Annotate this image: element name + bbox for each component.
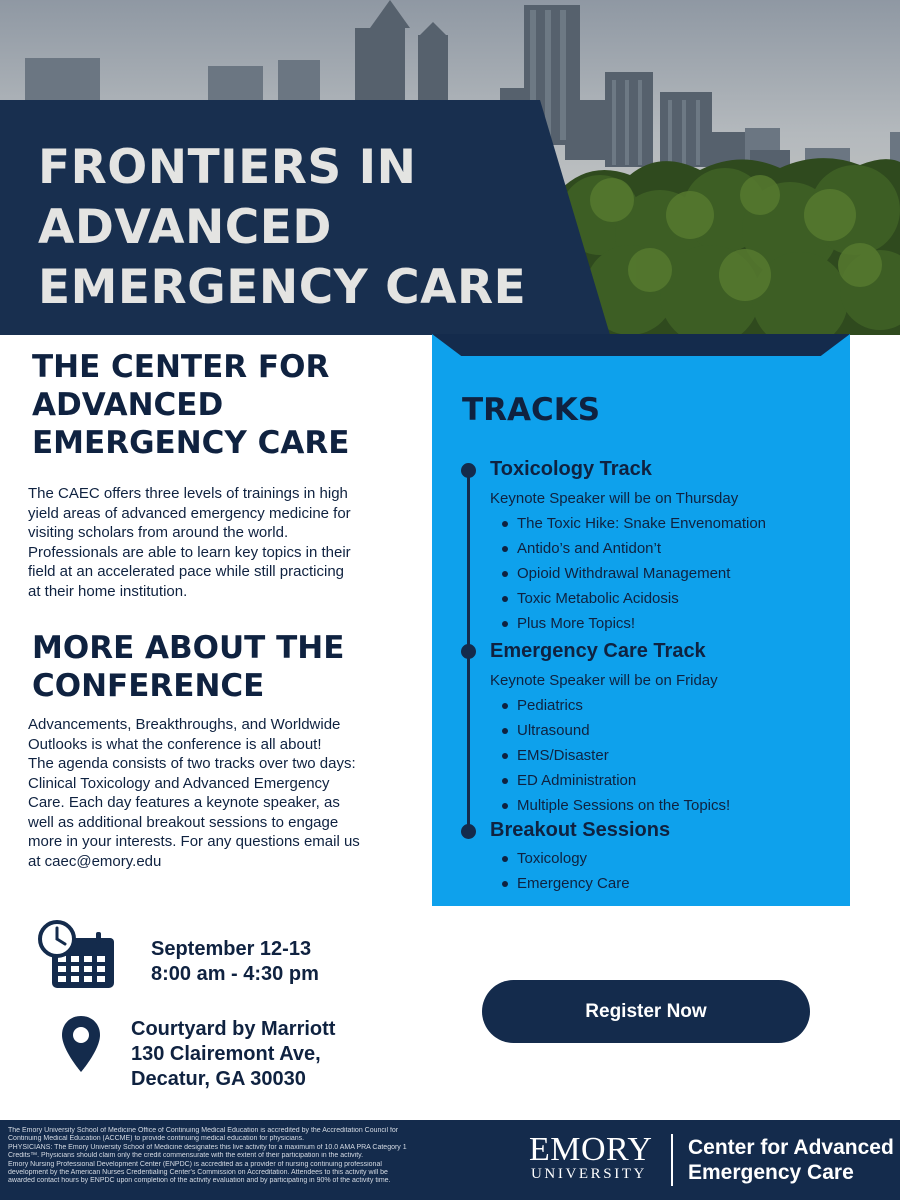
accreditation-line: Emory Nursing Professional Development Center (ENPDC) is accredited as a provider of nursing continuing professional <box>8 1160 382 1168</box>
location-pin-icon <box>60 1014 102 1074</box>
accreditation-line: Continuing Medical Education (ACCME) to provide continuing medical education for physicians. <box>8 1135 305 1143</box>
list-item: Toxic Metabolic Acidosis <box>502 586 766 611</box>
emory-logo-subtitle: UNIVERSITY <box>531 1166 647 1182</box>
center-name-line: Emergency Care <box>688 1161 854 1184</box>
accreditation-line: development by the American Nurses Credentialing Center's Commission on Accreditation. Attendees to this activity will be <box>8 1169 388 1177</box>
list-item: Opioid Withdrawal Management <box>502 561 766 586</box>
emory-logo-word: EMORY <box>529 1131 653 1168</box>
conference-line: well as additional breakout sessions to engage <box>28 813 339 831</box>
event-location <box>131 1017 335 1092</box>
toxicology-topic-list <box>502 511 766 636</box>
event-time: 8:00 am - 4:30 pm <box>151 963 319 985</box>
conference-paragraph <box>28 715 413 871</box>
conference-line: Advancements, Breakthroughs, and Worldwide <box>28 716 341 733</box>
conference-line: Care. Each day features a keynote speaker, as <box>28 794 340 811</box>
venue-street: 130 Clairemont Ave, <box>131 1043 321 1065</box>
conference-heading <box>32 629 344 705</box>
conference-email-line[interactable]: at caec@emory.edu <box>28 852 162 870</box>
about-line: field at an accelerated pace while still practicing <box>28 563 345 580</box>
accreditation-line: awarded contact hours by ENPDC upon completion of the activity evaluation and by participating in 90% of the activity time. <box>8 1177 391 1185</box>
event-date: September 12-13 <box>151 938 312 960</box>
center-name-line: Center for Advanced <box>688 1136 894 1159</box>
about-line: at their home institution. <box>28 582 188 600</box>
about-heading-line: THE CENTER FOR <box>32 349 330 385</box>
about-line: yield areas of advanced emergency medicine for <box>28 504 351 522</box>
center-name <box>688 1135 894 1185</box>
conference-line: The agenda consists of two tracks over two days: <box>28 755 356 772</box>
track-keynote-emergency-care: Keynote Speaker will be on Friday <box>490 672 718 689</box>
list-item: Ultrasound <box>502 718 730 743</box>
venue-name: Courtyard by Marriott <box>131 1018 336 1040</box>
about-line: Professionals are able to learn key topics in their <box>28 543 351 561</box>
event-title-line: EMERGENCY CARE <box>38 260 527 315</box>
track-title-emergency-care: Emergency Care Track <box>490 640 706 662</box>
conference-line: Clinical Toxicology and Advanced Emergency <box>28 774 330 792</box>
about-heading-line: ADVANCED <box>32 387 224 423</box>
track-title-toxicology: Toxicology Track <box>490 458 652 480</box>
accreditation-statement <box>8 1127 488 1186</box>
about-paragraph <box>28 484 413 601</box>
event-date-time <box>151 937 319 987</box>
tracks-heading: TRACKS <box>462 392 601 428</box>
event-title-line: FRONTIERS IN <box>38 140 417 195</box>
list-item: Multiple Sessions on the Topics! <box>502 793 730 818</box>
timeline-dot <box>461 463 476 478</box>
conference-heading-line: CONFERENCE <box>32 668 265 704</box>
breakout-topic-list <box>502 846 630 896</box>
accreditation-line: PHYSICIANS: The Emory University School of Medicine designates this live activity for a maximum of 10.0 AMA PRA Category 1 <box>8 1143 407 1151</box>
about-heading-line: EMERGENCY CARE <box>32 425 350 461</box>
tracks-panel-tab <box>432 334 850 356</box>
timeline-dot <box>461 644 476 659</box>
register-now-button[interactable]: Register Now <box>482 980 810 1043</box>
event-title-line: ADVANCED <box>38 200 332 255</box>
accreditation-line: The Emory University School of Medicine Office of Continuing Medical Education is accredited by the Accreditation Council for <box>8 1127 399 1134</box>
list-item: The Toxic Hike: Snake Envenomation <box>502 511 766 536</box>
logo-divider <box>671 1134 673 1186</box>
accreditation-line: Credits™. Physicians should claim only the credit commensurate with the extent of their participation in the activity. <box>8 1152 364 1160</box>
event-title <box>38 138 598 318</box>
conference-line: more in your interests. For any questions email us <box>28 833 360 850</box>
emergency-care-topic-list <box>502 693 730 818</box>
list-item: Plus More Topics! <box>502 611 766 636</box>
calendar-clock-icon <box>38 920 118 990</box>
list-item: ED Administration <box>502 768 730 793</box>
list-item: Toxicology <box>502 846 630 871</box>
list-item: Emergency Care <box>502 871 630 896</box>
list-item: Pediatrics <box>502 693 730 718</box>
timeline-dot <box>461 824 476 839</box>
about-line: visiting scholars from around the world. <box>28 524 289 541</box>
track-title-breakout: Breakout Sessions <box>490 819 671 841</box>
tracks-panel <box>432 334 850 906</box>
about-heading <box>32 348 349 462</box>
list-item: EMS/Disaster <box>502 743 730 768</box>
list-item: Antido’s and Antidon’t <box>502 536 766 561</box>
conference-heading-line: MORE ABOUT THE <box>32 630 345 666</box>
track-keynote-toxicology: Keynote Speaker will be on Thursday <box>490 490 739 507</box>
conference-line: Outlooks is what the conference is all about! <box>28 735 322 753</box>
venue-city: Decatur, GA 30030 <box>131 1068 306 1090</box>
about-line: The CAEC offers three levels of trainings in high <box>28 485 348 502</box>
